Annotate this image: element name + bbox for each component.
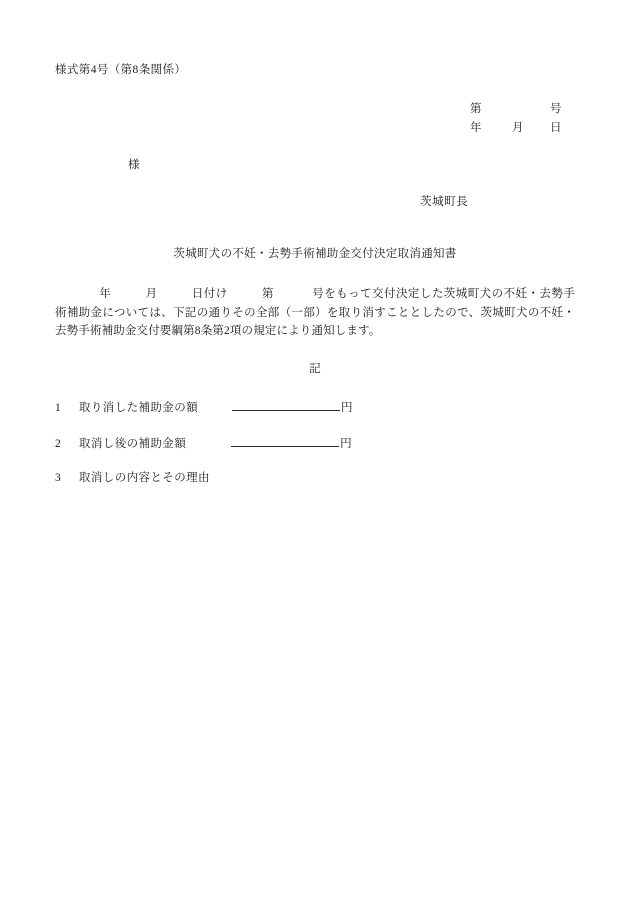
items-list [55,398,575,506]
document-number-row [470,100,600,119]
item-number: 3 [55,472,62,484]
item-number: 2 [55,438,62,450]
item-unit: 円 [341,402,353,414]
item-number: 1 [55,402,62,414]
amount-blank-line[interactable] [232,398,340,411]
body-main-text: 号をもって交付決定した茨城町犬の不妊・去勢手術補助金については、下記の通りその全部（一部）を取り消すこととしたので、茨城町犬の不妊・去勢手術補助金交付要綱第8条第2項の規定により通知します。 [55,288,575,337]
item-unit: 円 [340,438,352,450]
item-row [55,470,575,506]
amount-blank-line[interactable] [231,434,339,447]
document-number-suffix: 号 [550,102,562,115]
document-date-row [470,119,600,138]
document-number-prefix: 第 [470,102,482,115]
body-paragraph [55,285,575,341]
item-row [55,434,575,470]
item-label: 取消しの内容とその理由 [79,472,210,484]
addressee-honorific: 様 [128,159,140,171]
body-date-year: 年 [99,288,112,300]
document-title: 茨城町犬の不妊・去勢手術補助金交付決定取消通知書 [173,248,457,260]
document-date-day: 日 [550,121,562,134]
item-value-field[interactable] [198,398,353,417]
body-date-suffix: 日付け [191,288,228,300]
item-row [55,398,575,434]
body-number-prefix: 第 [261,288,274,300]
document-meta-block [470,100,600,138]
body-date-month: 月 [145,288,158,300]
item-label: 取消し後の補助金額 [79,438,187,450]
form-number: 様式第4号（第8条関係） [55,64,187,76]
issuer-name: 茨城町長 [420,196,469,208]
item-value-field[interactable] [186,434,352,453]
ki-marker: 記 [309,363,321,375]
document-date-year: 年 [470,121,482,134]
item-label: 取り消した補助金の額 [79,402,198,414]
document-date-month: 月 [512,121,524,134]
